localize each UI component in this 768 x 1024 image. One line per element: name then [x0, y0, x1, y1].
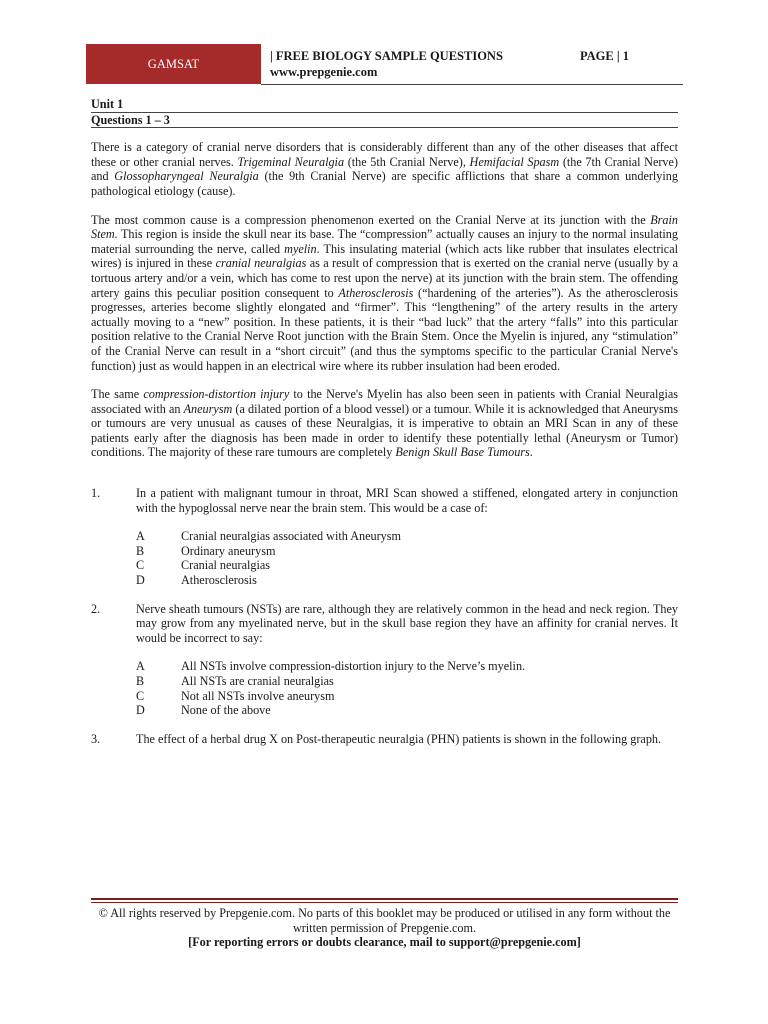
option-c[interactable]: C Not all NSTs involve aneurysm [136, 688, 335, 703]
option-list [136, 529, 678, 587]
question-2 [91, 602, 678, 718]
page-number: PAGE | 1 [579, 49, 629, 63]
report-errors-notice: [For reporting errors or doubts clearance, mail to support@prepgenie.com] [188, 935, 581, 950]
questions-range: Questions 1 – 3 [91, 112, 170, 127]
paragraph-2: The most common cause is a compression phenomenon exerted on the Cranial Nerve at its junction with the Brain Stem. This region is inside the skull near its base. The “compression” actually causes an injury to the normal insulating material surrounding the nerve, called myelin. This insulating material (which acts like rubber that insulates electrical wires) is injured in these cranial neuralgias as a result of compression that is exerted on the cranial nerve (usually by a tortuous artery and/or a vein, which has come to rest upon the nerve) at its junction with the brain stem. The offending artery gains this peculiar position consequent to Atherosclerosis (“hardening of the arteries”). As the atherosclerosis progresses, arteries become slightly elongated and “firmer”. This “lengthening” of the artery results in the artery actually moving to a “new” position. In these patients, it is their “bad luck” that the artery “falls” into this particular position relative to the Cranial Nerve Root junction with the Brain Stem. Once the Myelin is injured, any “stimulation” of the Cranial Nerve can result in a “short circuit” (and thus the symptoms specific to the particular Cranial Nerve's function) just as would happen in an electrical wire where its rubber insulation had been eroded. [91, 212, 678, 373]
header-rule [261, 84, 683, 85]
page-header [86, 44, 683, 84]
copyright-notice: © All rights reserved by Prepgenie.com. No parts of this booklet may be produced or utilised in any form without the written permission of Prepgenie.com. [98, 906, 671, 935]
question-text: The effect of a herbal drug X on Post-therapeutic neuralgia (PHN) patients is shown in the following graph. [136, 731, 662, 746]
question-number: 2. [91, 601, 101, 616]
page-footer [91, 906, 678, 950]
question-text: In a patient with malignant tumour in throat, MRI Scan showed a stiffened, elongated artery in conjunction with the hypoglossal nerve near the brain stem. This would be a case of: [136, 486, 678, 515]
option-c[interactable]: C Cranial neuralgias [136, 558, 271, 573]
question-number: 3. [91, 731, 101, 746]
option-a[interactable]: A Cranial neuralgias associated with Aneurysm [136, 529, 401, 544]
option-d[interactable]: D None of the above [136, 703, 271, 718]
question-1 [91, 486, 678, 588]
paragraph-1: There is a category of cranial nerve disorders that is considerably different than any of the other diseases that affect these or other cranial nerves. Trigeminal Neuralgia (the 5th Cranial Nerve), Hemifacial Spasm (the 7th Cranial Nerve) and Glossopharyngeal Neuralgia (the 9th Cranial Nerve) are specific afflictions that share a common underlying pathological etiology (cause). [91, 140, 678, 198]
option-d[interactable]: D Atherosclerosis [136, 573, 257, 588]
question-number: 1. [91, 486, 101, 501]
unit-heading: Unit 1 [91, 97, 124, 111]
footer-rule [91, 898, 678, 903]
header-title: | FREE BIOLOGY SAMPLE QUESTIONS [270, 49, 503, 63]
gamsat-badge: GAMSAT [86, 44, 261, 84]
option-list [136, 659, 678, 717]
option-b[interactable]: B Ordinary aneurysm [136, 543, 276, 558]
main-content [91, 97, 678, 760]
header-url[interactable]: www.prepgenie.com [270, 65, 378, 79]
option-a[interactable]: A All NSTs involve compression-distortion injury to the Nerve’s myelin. [136, 659, 526, 674]
question-3 [91, 732, 678, 747]
question-list [91, 486, 678, 746]
question-text: Nerve sheath tumours (NSTs) are rare, although they are relatively common in the head and neck region. They may grow from any myelinated nerve, but in the skull base region they have an affinity for cranial nerves. It would be incorrect to say: [136, 601, 678, 645]
paragraph-3: The same compression-distortion injury to the Nerve's Myelin has also been seen in patients with Cranial Neuralgias associated with an Aneurysm (a dilated portion of a blood vessel) or a tumour. While it is acknowledged that Aneurysms or tumours are very unusual as causes of these Neuralgias, it is imperative to obtain an MRI Scan in any of these patients early after the diagnosis has been made in order to identify these potentially lethal (Aneurysm or Tumor) conditions. The majority of these rare tumours are completely Benign Skull Base Tumours. [91, 387, 679, 460]
option-b[interactable]: B All NSTs are cranial neuralgias [136, 674, 334, 688]
